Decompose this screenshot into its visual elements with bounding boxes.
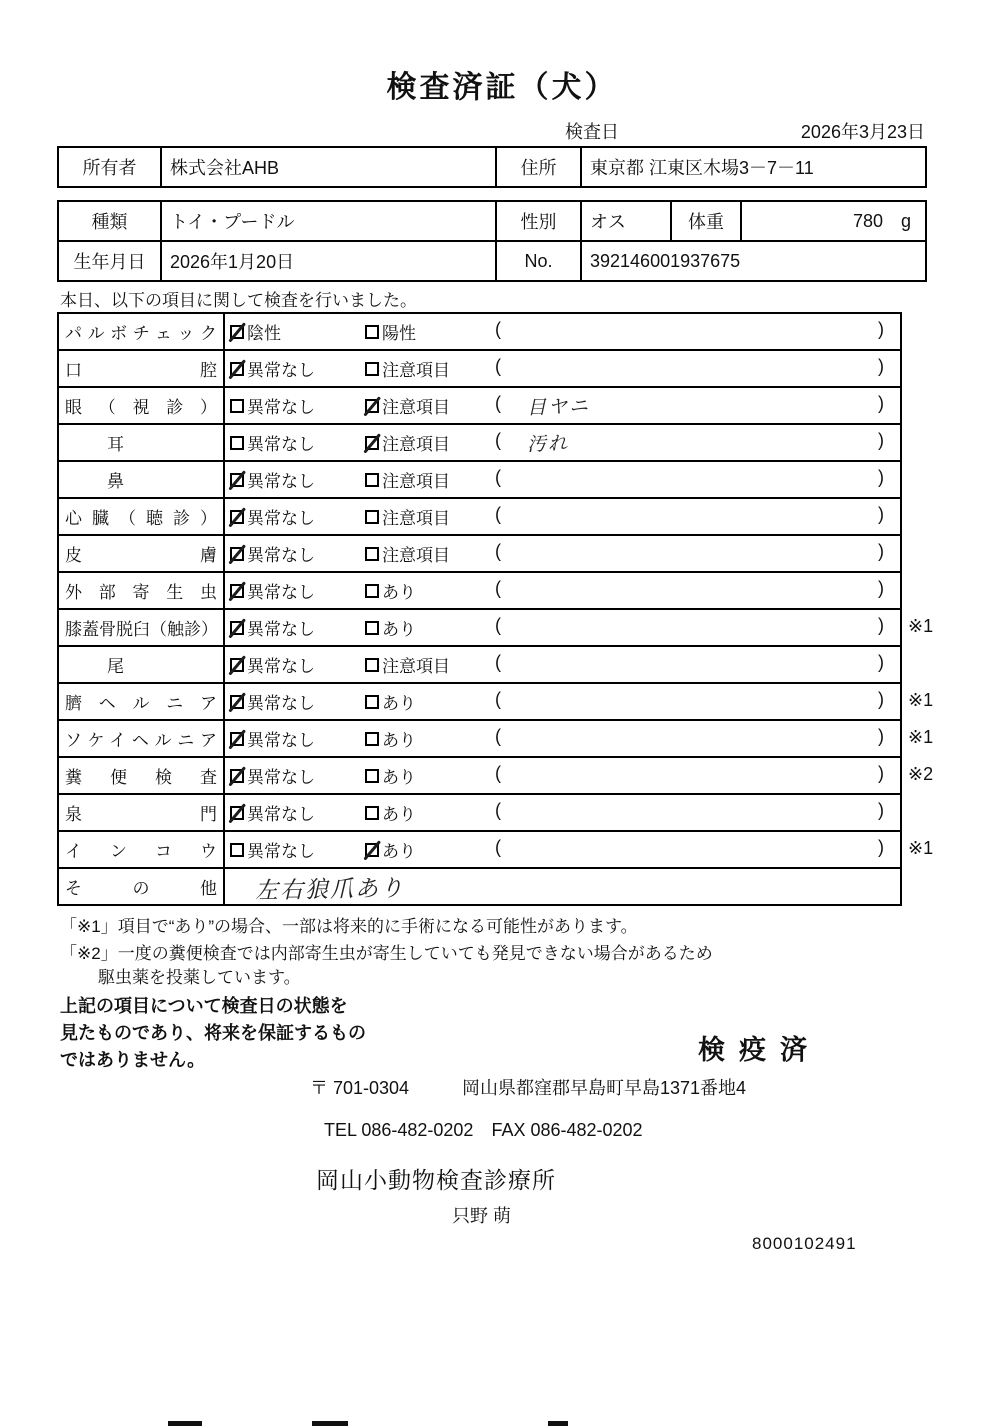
exam-row-label: [59, 832, 225, 867]
checkbox-icon: [230, 843, 244, 857]
exam-row-label-text: 皮膚: [65, 546, 217, 565]
exam-option: [365, 647, 450, 682]
exam-row-label-text: パルボチェック: [65, 324, 217, 343]
quarantine-passed-stamp: 検疫済: [698, 1035, 821, 1065]
checkbox-icon: [230, 769, 244, 783]
document-title: 検査済証（犬）: [386, 71, 618, 104]
checkbox-icon: [365, 584, 379, 598]
exam-option: [230, 647, 315, 682]
close-paren: ): [878, 837, 884, 857]
exam-row-label: [59, 314, 225, 349]
handwritten-check-mark: [363, 433, 380, 453]
exam-row-body: [225, 647, 900, 682]
exam-row-body: [225, 758, 900, 793]
exam-option: [230, 721, 315, 756]
handwritten-check-mark: [228, 729, 245, 749]
close-paren: ): [878, 319, 884, 339]
scan-artifact: [168, 1421, 202, 1426]
exam-row-body: [225, 388, 900, 423]
exam-option-label: 異常なし: [247, 361, 315, 380]
owner-row: [58, 147, 926, 187]
exam-option-label: 注意項目: [382, 435, 450, 454]
exam-row: [59, 497, 900, 534]
exam-row-label-text: 鼻: [107, 472, 124, 491]
exam-row-body: [225, 721, 900, 756]
exam-row-label: [59, 684, 225, 719]
exam-option-label: 陽性: [382, 324, 416, 343]
birthdate-value: 2026年1月20日: [161, 241, 496, 281]
checkbox-icon: [365, 843, 379, 857]
exam-row-label: [59, 869, 225, 904]
exam-option-label: 異常なし: [247, 398, 315, 417]
exam-option-label: 注意項目: [382, 657, 450, 676]
open-paren: (: [495, 356, 501, 376]
breed-row: [58, 201, 926, 241]
open-paren: (: [495, 578, 501, 598]
checkbox-icon: [230, 621, 244, 635]
exam-row-label: [59, 499, 225, 534]
checkbox-icon: [365, 399, 379, 413]
open-paren: (: [495, 837, 501, 857]
exam-option-label: 注意項目: [382, 361, 450, 380]
exam-row-label: [59, 573, 225, 608]
owner-table: [57, 146, 927, 188]
breed-label: 種類: [58, 201, 161, 241]
exam-row-label: [59, 721, 225, 756]
checkbox-icon: [365, 695, 379, 709]
exam-row: [59, 867, 900, 904]
close-paren: ): [878, 356, 884, 376]
owner-value: 株式会社AHB: [161, 147, 496, 187]
number-label: No.: [496, 241, 581, 281]
owner-label: 所有者: [58, 147, 161, 187]
exam-row: [59, 460, 900, 497]
exam-row: [59, 719, 934, 756]
exam-option: [365, 795, 416, 830]
exam-row-body: [225, 610, 900, 645]
address-value: 東京都 江東区木場3－7－11: [581, 147, 926, 187]
weight-unit: g: [900, 210, 911, 231]
exam-option-label: 異常なし: [247, 620, 315, 639]
exam-row: [59, 793, 900, 830]
inspection-date-label: 検査日: [565, 122, 619, 142]
close-paren: ): [878, 615, 884, 635]
handwritten-check-mark: [228, 359, 245, 379]
exam-row-body: [225, 869, 900, 904]
checkbox-icon: [230, 399, 244, 413]
close-paren: ): [878, 541, 884, 561]
exam-option: [365, 425, 450, 460]
open-paren: (: [495, 726, 501, 746]
exam-option: [365, 462, 450, 497]
exam-row-body: [225, 795, 900, 830]
exam-row-label-text: 泉門: [65, 805, 217, 824]
exam-row: [59, 349, 900, 386]
exam-option-label: 異常なし: [247, 583, 315, 602]
exam-row-label: [59, 388, 225, 423]
exam-row-label-text: 膝蓋骨脱臼（触診）: [65, 620, 218, 639]
close-paren: ): [878, 430, 884, 450]
scan-artifact: [312, 1421, 348, 1426]
close-paren: ): [878, 467, 884, 487]
exam-option-label: 異常なし: [247, 435, 315, 454]
checkbox-icon: [230, 658, 244, 672]
open-paren: (: [495, 652, 501, 672]
open-paren: (: [495, 319, 501, 339]
reference-mark: ※1: [908, 690, 934, 710]
exam-option: [365, 758, 416, 793]
exam-option-label: 異常なし: [247, 842, 315, 861]
exam-row-label-text: 耳: [107, 435, 124, 454]
exam-option-label: あり: [382, 731, 416, 750]
exam-option: [230, 462, 315, 497]
exam-option-label: あり: [382, 583, 416, 602]
intro-text: 本日、以下の項目に関して検査を行いました。: [60, 291, 417, 310]
close-paren: ): [878, 504, 884, 524]
exam-option-label: 異常なし: [247, 657, 315, 676]
exam-option: [230, 388, 315, 423]
checkbox-icon: [230, 695, 244, 709]
handwritten-check-mark: [228, 581, 245, 601]
handwritten-check-mark: [228, 692, 245, 712]
exam-option: [230, 832, 315, 867]
reference-mark: ※2: [908, 764, 934, 784]
handwritten-check-mark: [228, 507, 245, 527]
exam-row-label-text: 心臓（聴診）: [65, 509, 217, 528]
disclaimer-line-1: 上記の項目について検査日の状態を: [60, 996, 348, 1016]
exam-option-label: 異常なし: [247, 768, 315, 787]
clinic-name: 岡山小動物検査診療所: [316, 1167, 556, 1193]
checkbox-icon: [230, 510, 244, 524]
exam-option: [230, 758, 315, 793]
exam-option: [230, 573, 315, 608]
exam-option: [365, 573, 416, 608]
handwritten-check-mark: [228, 803, 245, 823]
clinic-address: 岡山県都窪郡早島町早島1371番地4: [462, 1078, 747, 1098]
examiner-name: 只野 萌: [452, 1206, 512, 1226]
reference-mark: ※1: [908, 727, 934, 747]
exam-option-label: あり: [382, 694, 416, 713]
exam-row-label-text: ソケイヘルニア: [65, 731, 217, 750]
checkbox-icon: [230, 473, 244, 487]
exam-option: [230, 795, 315, 830]
sex-label: 性別: [496, 201, 581, 241]
exam-row-label-text: インコウ: [65, 842, 217, 861]
handwritten-check-mark: [228, 766, 245, 786]
document-code: 8000102491: [752, 1234, 857, 1253]
exam-row-label: [59, 610, 225, 645]
handwritten-comment: 汚れ: [526, 433, 570, 456]
exam-option-label: 陰性: [247, 324, 281, 343]
close-paren: ): [878, 578, 884, 598]
exam-table: [57, 312, 934, 906]
exam-row-body: [225, 832, 900, 867]
open-paren: (: [495, 541, 501, 561]
exam-option-label: 異常なし: [247, 472, 315, 491]
exam-row-body: [225, 462, 900, 497]
exam-row-body: [225, 351, 900, 386]
exam-row-label: [59, 536, 225, 571]
exam-row: [59, 314, 900, 349]
postal-code: 〒 701-0304: [310, 1078, 410, 1098]
reference-mark: ※1: [908, 616, 934, 636]
exam-option-label: 異常なし: [247, 509, 315, 528]
checkbox-icon: [365, 325, 379, 339]
exam-option: [365, 721, 416, 756]
open-paren: (: [495, 800, 501, 820]
handwritten-other-note: 左右狼爪あり: [254, 874, 406, 904]
exam-option: [230, 684, 315, 719]
close-paren: ): [878, 763, 884, 783]
exam-option: [230, 536, 315, 571]
exam-row: [59, 423, 900, 460]
handwritten-check-mark: [228, 618, 245, 638]
checkbox-icon: [365, 658, 379, 672]
exam-row-label-text: 外部寄生虫: [65, 583, 217, 602]
checkbox-icon: [365, 436, 379, 450]
exam-option-label: 異常なし: [247, 805, 315, 824]
exam-row-label-text: 尾: [107, 657, 124, 676]
exam-option-label: 注意項目: [382, 472, 450, 491]
exam-row: [59, 682, 934, 719]
close-paren: ): [878, 689, 884, 709]
exam-row: [59, 571, 900, 608]
weight-label: 体重: [671, 201, 741, 241]
checkbox-icon: [230, 436, 244, 450]
exam-option: [230, 425, 315, 460]
checkbox-icon: [365, 362, 379, 376]
handwritten-check-mark: [363, 840, 380, 860]
exam-row: [59, 608, 934, 645]
birthdate-label: 生年月日: [58, 241, 161, 281]
checkbox-icon: [365, 621, 379, 635]
birth-row: [58, 241, 926, 281]
open-paren: (: [495, 430, 501, 450]
exam-row-body: [225, 684, 900, 719]
animal-table: [57, 200, 927, 282]
exam-row: [59, 756, 934, 793]
exam-row: [59, 645, 900, 682]
handwritten-comment: 目ヤニ: [526, 395, 591, 420]
exam-option: [365, 388, 450, 423]
exam-option-label: 異常なし: [247, 731, 315, 750]
exam-option-label: あり: [382, 805, 416, 824]
exam-option: [230, 499, 315, 534]
exam-row-body: [225, 573, 900, 608]
weight-value: 780: [852, 210, 883, 231]
open-paren: (: [495, 689, 501, 709]
open-paren: (: [495, 615, 501, 635]
exam-row-label: [59, 462, 225, 497]
footnote-2: 「※2」一度の糞便検査では内部寄生虫が寄生していても発見できない場合があるため: [60, 944, 713, 963]
checkbox-icon: [230, 584, 244, 598]
close-paren: ): [878, 726, 884, 746]
exam-row: [59, 386, 900, 423]
exam-row-label-text: 口腔: [65, 361, 217, 380]
exam-row: [59, 534, 900, 571]
checkbox-icon: [230, 547, 244, 561]
disclaimer-line-3: ではありません。: [60, 1050, 206, 1070]
footnote-1: 「※1」項目で“あり”の場合、一部は将来的に手術になる可能性があります。: [60, 917, 638, 936]
exam-option: [230, 610, 315, 645]
exam-option: [230, 314, 281, 349]
exam-option-label: 注意項目: [382, 546, 450, 565]
close-paren: ): [878, 800, 884, 820]
exam-option-label: 異常なし: [247, 694, 315, 713]
checkbox-icon: [365, 473, 379, 487]
close-paren: ): [878, 393, 884, 413]
exam-option-label: あり: [382, 768, 416, 787]
open-paren: (: [495, 467, 501, 487]
exam-option-label: 注意項目: [382, 398, 450, 417]
checkbox-icon: [230, 325, 244, 339]
handwritten-check-mark: [363, 396, 380, 416]
close-paren: ): [878, 652, 884, 672]
disclaimer-line-2: 見たものであり、将来を保証するもの: [60, 1023, 366, 1043]
exam-row-label-text: その他: [65, 879, 217, 898]
exam-option: [365, 684, 416, 719]
exam-row-body: [225, 425, 900, 460]
checkbox-icon: [230, 732, 244, 746]
exam-row-label: [59, 425, 225, 460]
checkbox-icon: [365, 547, 379, 561]
sex-value: オス: [581, 201, 671, 241]
exam-row-body: [225, 314, 900, 349]
exam-option: [230, 351, 315, 386]
open-paren: (: [495, 393, 501, 413]
checkbox-icon: [365, 732, 379, 746]
exam-option: [365, 314, 416, 349]
exam-row-label: [59, 795, 225, 830]
exam-row-label: [59, 351, 225, 386]
exam-option-label: 異常なし: [247, 546, 315, 565]
checkbox-icon: [230, 362, 244, 376]
footnote-2-continued: 駆虫薬を投薬しています。: [98, 968, 301, 987]
exam-row-label-text: 眼（視診）: [65, 398, 217, 417]
exam-option: [365, 832, 416, 867]
open-paren: (: [495, 504, 501, 524]
checkbox-icon: [365, 769, 379, 783]
exam-option: [365, 499, 450, 534]
handwritten-check-mark: [228, 544, 245, 564]
exam-option: [365, 610, 416, 645]
exam-row-label: [59, 758, 225, 793]
open-paren: (: [495, 763, 501, 783]
checkbox-icon: [230, 806, 244, 820]
handwritten-check-mark: [228, 470, 245, 490]
checkbox-icon: [365, 806, 379, 820]
exam-row-label-text: 糞便検査: [65, 768, 217, 787]
exam-option: [365, 536, 450, 571]
tel-fax: TEL 086-482-0202 FAX 086-482-0202: [324, 1120, 643, 1140]
scan-artifact: [548, 1421, 568, 1426]
exam-row-body: [225, 536, 900, 571]
exam-option: [365, 351, 450, 386]
reference-mark: ※1: [908, 838, 934, 858]
address-label: 住所: [496, 147, 581, 187]
exam-row-label: [59, 647, 225, 682]
breed-value: トイ・プードル: [161, 201, 496, 241]
exam-row: [59, 830, 934, 867]
exam-option-label: あり: [382, 842, 416, 861]
exam-option-label: 注意項目: [382, 509, 450, 528]
checkbox-icon: [365, 510, 379, 524]
exam-row-body: [225, 499, 900, 534]
handwritten-check-mark: [228, 322, 245, 342]
number-value: 392146001937675: [581, 241, 926, 281]
inspection-date-value: 2026年3月23日: [800, 122, 925, 142]
weight-value-cell: [741, 201, 926, 241]
handwritten-check-mark: [228, 655, 245, 675]
exam-option-label: あり: [382, 620, 416, 639]
exam-row-label-text: 臍ヘルニア: [65, 694, 217, 713]
